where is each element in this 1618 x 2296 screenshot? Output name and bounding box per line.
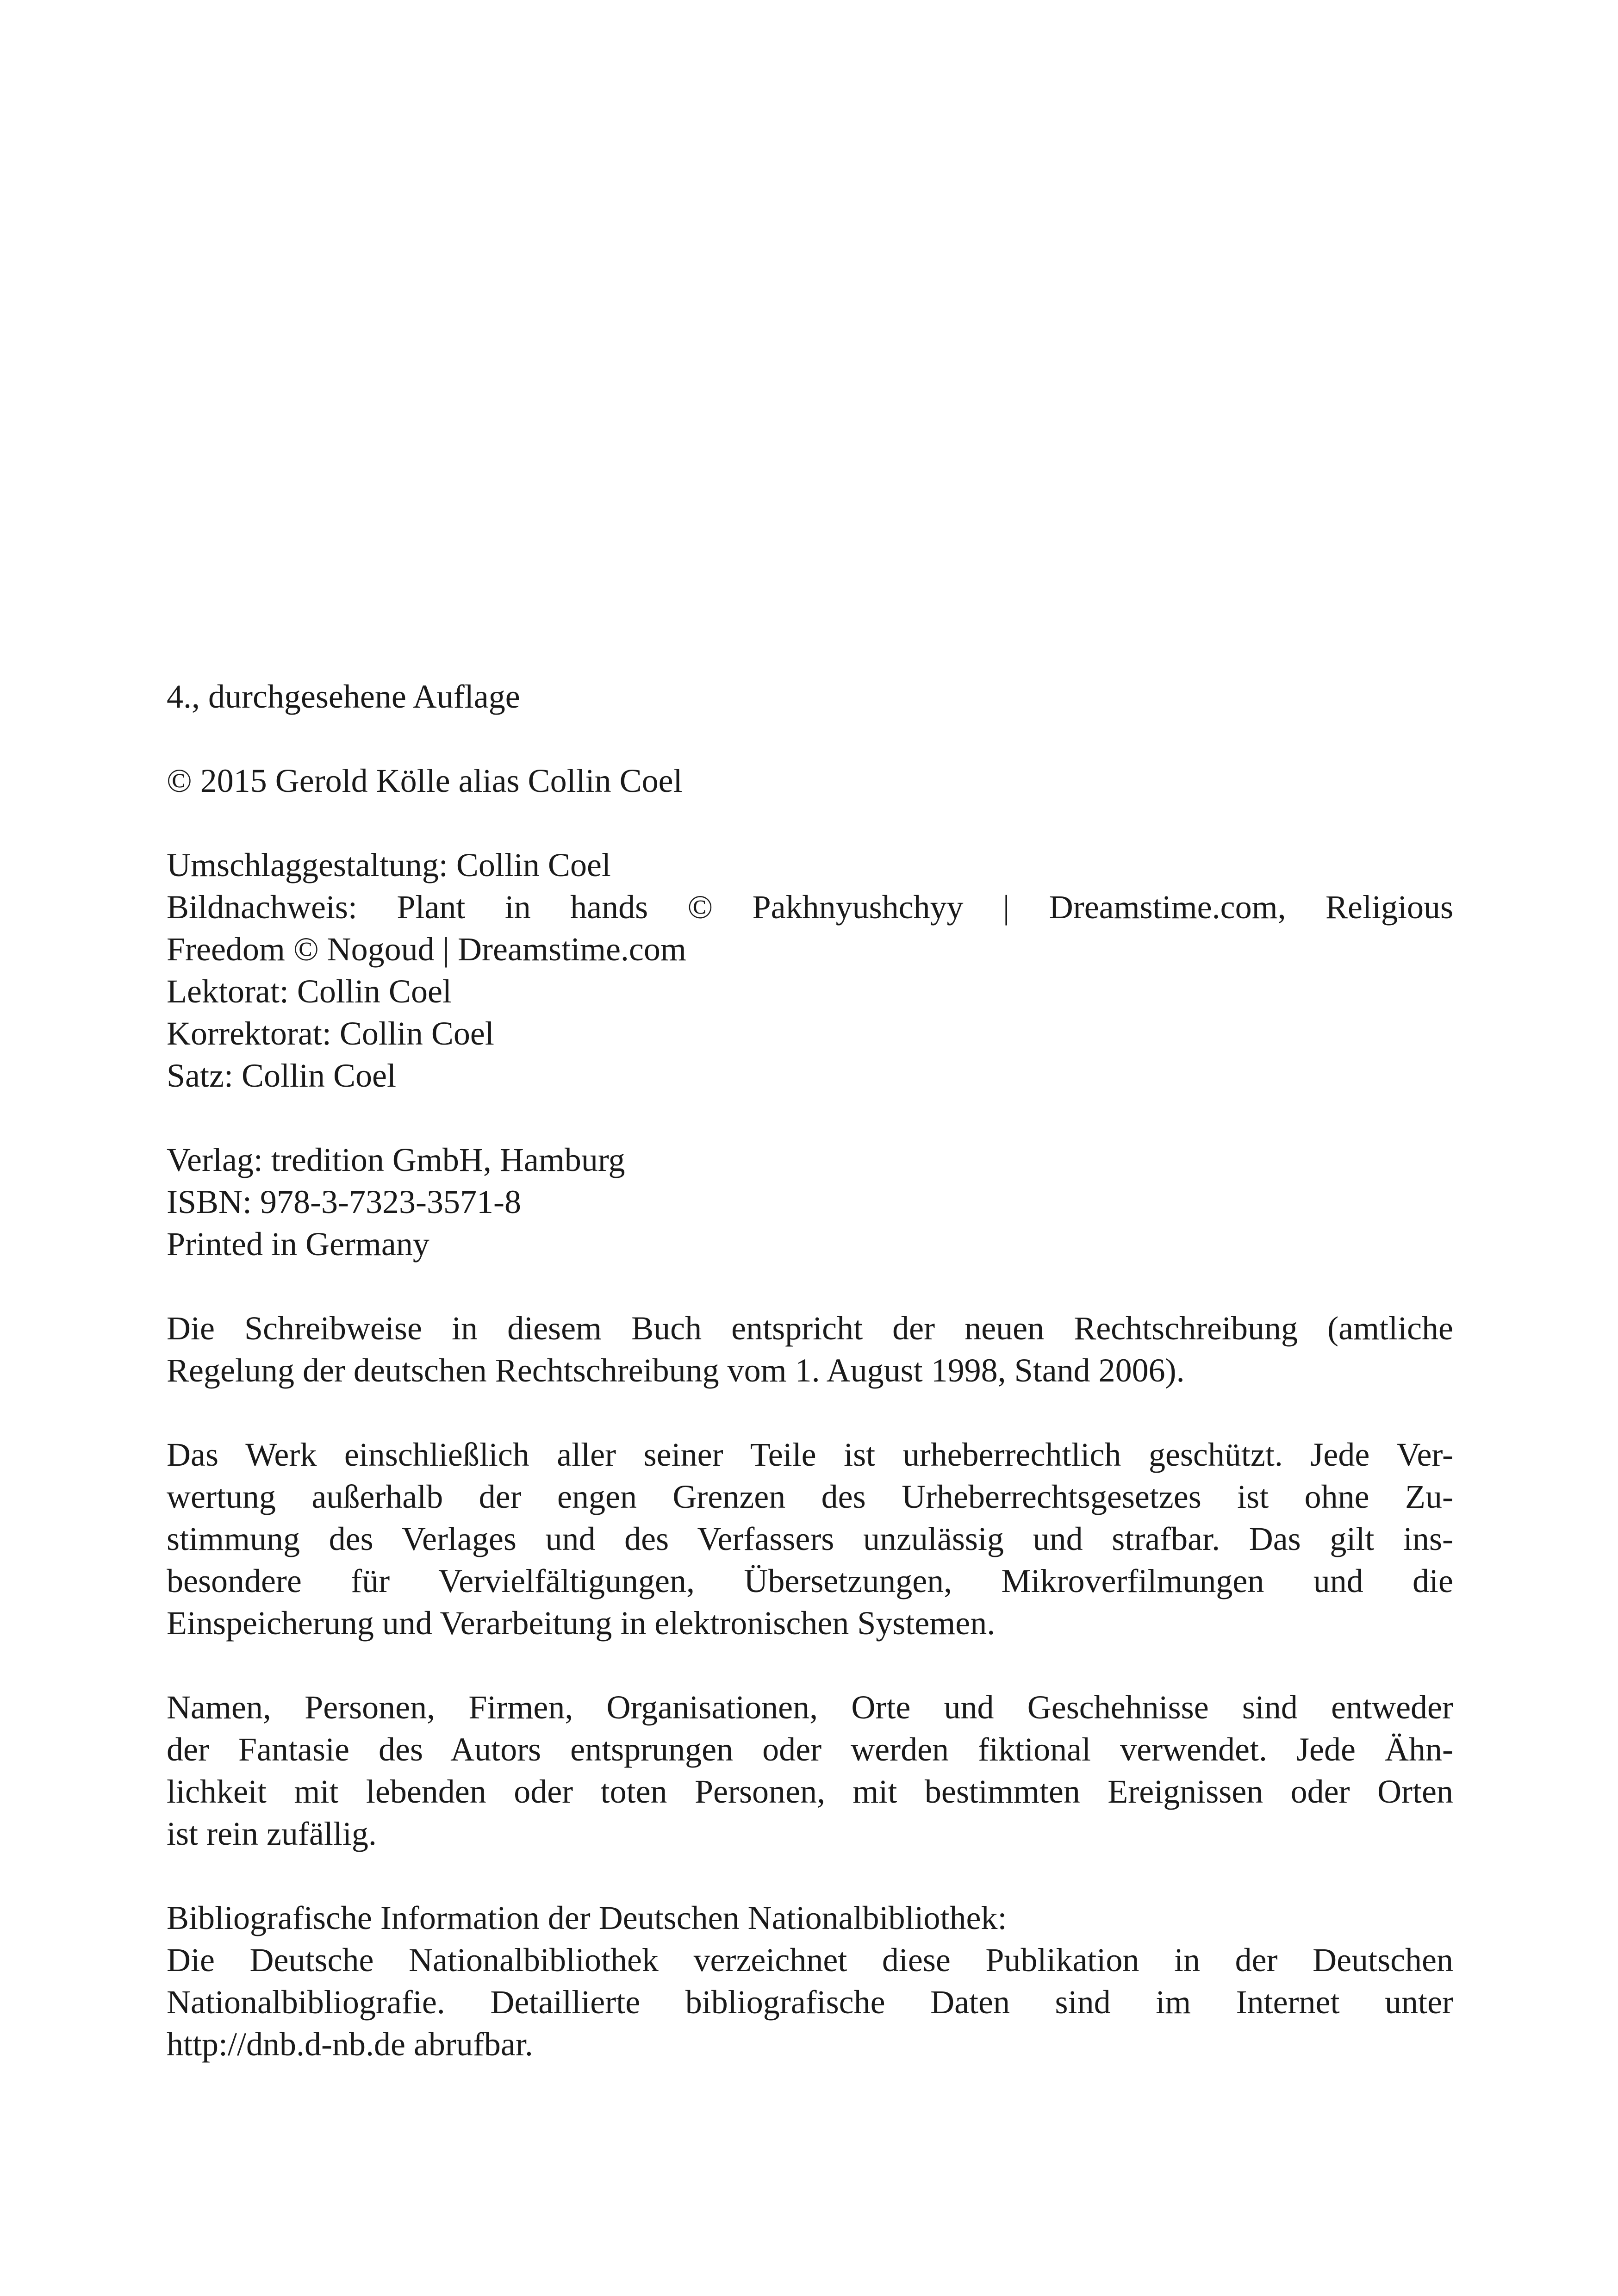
publisher-block — [167, 1139, 1453, 1265]
image-credit-line: Freedom © Nogoud | Dreamstime.com — [167, 931, 686, 968]
bibliography-paragraph — [167, 1897, 1453, 2066]
paragraph-line: stimmung des Verlages und des Verfassers unzulässig und strafbar. Das gilt ins- — [167, 1520, 1453, 1557]
credits-block — [167, 844, 1453, 1097]
paragraph-line: der Fantasie des Autors entsprungen oder werden fiktional verwendet. Jede Ähn- — [167, 1731, 1453, 1768]
paragraph-line: lichkeit mit lebenden oder toten Personen, mit bestimmten Ereignissen oder Orten — [167, 1773, 1453, 1810]
paragraph-line: Die Deutsche Nationalbibliothek verzeichnet diese Publikation in der Deutschen — [167, 1941, 1453, 1979]
paragraph-line: http://dnb.d-nb.de abrufbar. — [167, 2026, 533, 2063]
isbn-line: ISBN: 978-3-7323-3571-8 — [167, 1183, 521, 1220]
paragraph-line: besondere für Vervielfältigungen, Übersetzungen, Mikroverfilmungen und die — [167, 1562, 1453, 1599]
cover-design-credit: Umschlaggestaltung: Collin Coel — [167, 846, 611, 884]
paragraph-line: Das Werk einschließlich aller seiner Teile ist urheberrechtlich geschützt. Jede Ver- — [167, 1436, 1453, 1473]
typesetting-credit: Satz: Collin Coel — [167, 1057, 396, 1094]
fiction-disclaimer-paragraph — [167, 1686, 1453, 1855]
printed-in-line: Printed in Germany — [167, 1226, 429, 1263]
copyright-line: © 2015 Gerold Kölle alias Collin Coel — [167, 762, 683, 799]
paragraph-line: Einspeicherung und Verarbeitung in elektronischen Systemen. — [167, 1605, 996, 1642]
proofreading-credit: Korrektorat: Collin Coel — [167, 1015, 494, 1052]
image-credit-line: Bildnachweis: Plant in hands © Pakhnyushchyy | Dreamstime.com, Religious — [167, 889, 1453, 926]
publisher-line: Verlag: tredition GmbH, Hamburg — [167, 1141, 625, 1178]
paragraph-line: Regelung der deutschen Rechtschreibung vom 1. August 1998, Stand 2006). — [167, 1352, 1185, 1389]
paragraph-line: ist rein zufällig. — [167, 1815, 377, 1852]
edition-line: 4., durchgesehene Auflage — [167, 678, 520, 715]
paragraph-line: wertung außerhalb der engen Grenzen des Urheberrechtsgesetzes ist ohne Zu- — [167, 1478, 1453, 1515]
paragraph-line: Nationalbibliografie. Detaillierte bibliografische Daten sind im Internet unter — [167, 1984, 1453, 2021]
paragraph-line: Namen, Personen, Firmen, Organisationen, Orte und Geschehnisse sind entweder — [167, 1689, 1453, 1726]
bibliography-heading: Bibliografische Information der Deutschen Nationalbibliothek: — [167, 1899, 1007, 1936]
copyright-block — [167, 760, 1453, 802]
spelling-note-paragraph — [167, 1307, 1453, 1392]
imprint-text — [167, 676, 1453, 2108]
edition-block — [167, 676, 1453, 718]
editing-credit: Lektorat: Collin Coel — [167, 973, 452, 1010]
rights-paragraph — [167, 1434, 1453, 1644]
paragraph-line: Die Schreibweise in diesem Buch entspricht der neuen Rechtschreibung (amtliche — [167, 1310, 1453, 1347]
